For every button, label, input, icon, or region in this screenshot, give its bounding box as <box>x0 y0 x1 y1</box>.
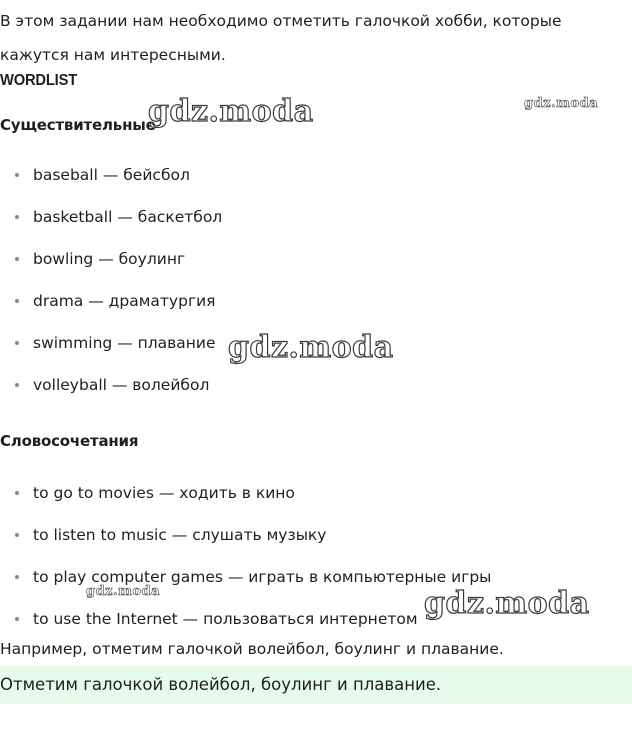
answer-text: Отметим галочкой волейбол, боулинг и плавание. <box>0 675 442 694</box>
nouns-list <box>0 165 222 417</box>
phrases-heading: Словосочетания <box>0 432 139 450</box>
wordlist-heading: WORDLIST <box>0 72 78 89</box>
bullet-icon <box>15 215 19 219</box>
list-item <box>0 483 491 525</box>
list-item-text: to listen to music — слушать музыку <box>33 526 327 544</box>
list-item <box>0 291 222 333</box>
list-item-text: drama — драматургия <box>33 292 216 310</box>
bullet-icon <box>15 491 19 495</box>
list-item-text: to play computer games — играть в компьютерные игры <box>33 568 492 586</box>
example-paragraph: Например, отметим галочкой волейбол, боулинг и плавание. <box>0 640 504 658</box>
list-item <box>0 567 491 609</box>
list-item-text: basketball — баскетбол <box>33 208 223 226</box>
list-item <box>0 165 222 207</box>
list-item <box>0 207 222 249</box>
watermark-logo: gdz.moda <box>424 586 590 621</box>
list-item <box>0 333 222 375</box>
list-item-text: baseball — бейсбол <box>33 166 190 184</box>
list-item-text: to use the Internet — пользоваться интернетом <box>33 610 418 628</box>
list-item <box>0 249 222 291</box>
watermark-logo: gdz.moda <box>148 94 314 129</box>
bullet-icon <box>15 383 19 387</box>
list-item <box>0 375 222 417</box>
list-item-text: bowling — боулинг <box>33 250 186 268</box>
watermark-logo: gdz.moda <box>524 96 599 111</box>
list-item <box>0 525 491 567</box>
list-item-text: swimming — плавание <box>33 334 216 352</box>
phrases-list <box>0 483 491 651</box>
list-item-text: volleyball — волейбол <box>33 376 210 394</box>
intro-paragraph: В этом задании нам необходимо отметить галочкой хобби, которые кажутся нам интересными. <box>0 12 562 64</box>
nouns-heading: Существительные <box>0 116 156 134</box>
watermark-logo: gdz.moda <box>86 584 161 599</box>
bullet-icon <box>15 173 19 177</box>
bullet-icon <box>15 533 19 537</box>
answer-box <box>0 666 632 704</box>
watermark-logo: gdz.moda <box>228 330 394 365</box>
list-item-text: to go to movies — ходить в кино <box>33 484 295 502</box>
bullet-icon <box>15 257 19 261</box>
bullet-icon <box>15 617 19 621</box>
bullet-icon <box>15 341 19 345</box>
bullet-icon <box>15 299 19 303</box>
bullet-icon <box>15 575 19 579</box>
